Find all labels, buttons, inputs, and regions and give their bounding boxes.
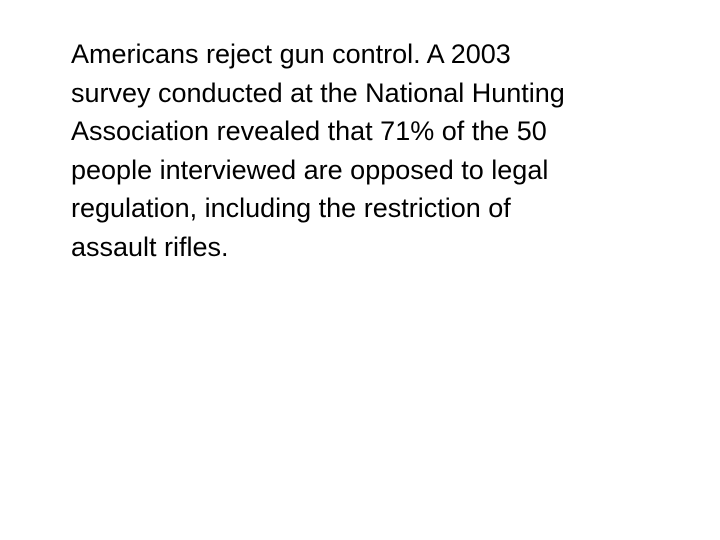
body-line: Association revealed that 71% of the 50 xyxy=(71,116,547,146)
slide-body-text xyxy=(71,35,671,266)
body-line: regulation, including the restriction of xyxy=(71,193,511,223)
body-line: people interviewed are opposed to legal xyxy=(71,154,549,185)
body-line: Americans reject gun control. A 2003 xyxy=(71,39,511,69)
body-line: assault rifles. xyxy=(71,231,229,262)
body-line: survey conducted at the National Hunting xyxy=(71,77,565,108)
